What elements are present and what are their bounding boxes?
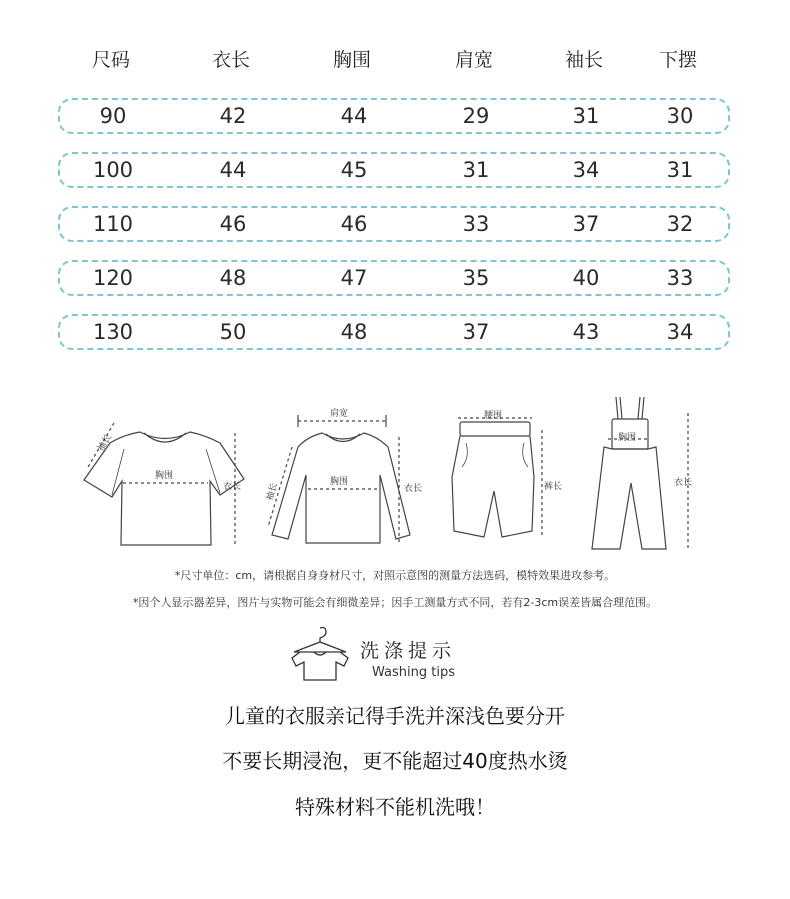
cell-chest: 48 <box>340 320 368 344</box>
cell-chest: 46 <box>340 212 368 236</box>
care-line-1: 儿童的衣服亲记得手洗并深浅色要分开 <box>225 704 565 728</box>
cell-size: 100 <box>92 158 134 182</box>
table-row <box>58 260 730 296</box>
cell-hem: 33 <box>666 266 694 290</box>
cell-hem: 32 <box>666 212 694 236</box>
cell-size: 110 <box>92 212 134 236</box>
cell-chest: 44 <box>340 104 368 128</box>
overalls-chest-label: 胸围 <box>618 433 637 443</box>
cell-sleeve: 34 <box>572 158 600 182</box>
cell-hem: 31 <box>666 158 694 182</box>
header-length: 衣长 <box>211 49 250 71</box>
header-size: 尺码 <box>91 49 130 71</box>
tshirt-chest-label: 胸围 <box>155 471 174 481</box>
cell-length: 42 <box>219 104 247 128</box>
cell-sleeve: 43 <box>572 320 600 344</box>
cell-sleeve: 37 <box>572 212 600 236</box>
cell-hem: 30 <box>666 104 694 128</box>
table-row <box>58 152 730 188</box>
cell-sleeve: 31 <box>572 104 600 128</box>
cell-shoulder: 29 <box>462 104 490 128</box>
cell-shoulder: 33 <box>462 212 490 236</box>
cell-hem: 34 <box>666 320 694 344</box>
washing-title: 洗涤提示 <box>360 640 457 662</box>
washing-subtitle: Washing tips <box>372 665 455 680</box>
measurement-diagrams <box>0 385 790 560</box>
cell-sleeve: 40 <box>572 266 600 290</box>
overalls-diagram <box>592 397 688 549</box>
table-row <box>58 314 730 350</box>
cell-shoulder: 31 <box>462 158 490 182</box>
header-hem: 下摆 <box>658 49 697 71</box>
shorts-diagram <box>452 418 542 537</box>
overalls-length-label: 衣长 <box>674 478 693 488</box>
cell-size: 130 <box>92 320 134 344</box>
shorts-length-label: 裤长 <box>544 482 563 492</box>
measurement-error-note: *因个人显示器差异，图片与实物可能会有细微差异；因手工测量方式不同，若有2-3cm误差皆属合理范围。 <box>132 596 658 609</box>
size-table-header <box>58 44 732 76</box>
cell-length: 44 <box>219 158 247 182</box>
tshirt-length-label: 衣长 <box>223 482 242 492</box>
shorts-waist-label: 腰围 <box>484 411 503 421</box>
cell-length: 50 <box>219 320 247 344</box>
hanger-shirt-icon <box>286 624 354 684</box>
care-line-3: 特殊材料不能机洗哦！ <box>295 795 495 819</box>
cell-length: 48 <box>219 266 247 290</box>
sweater-sleeve-label: 袖长 <box>265 481 280 502</box>
cell-size: 90 <box>99 104 127 128</box>
cell-chest: 45 <box>340 158 368 182</box>
tshirt-sleeve-label: 袖长 <box>96 432 115 454</box>
header-chest: 胸围 <box>332 49 371 71</box>
sweater-length-label: 衣长 <box>404 484 423 494</box>
sweater-shoulder-label: 肩宽 <box>330 409 349 419</box>
table-row <box>58 98 730 134</box>
care-line-2: 不要长期浸泡，更不能超过40度热水烫 <box>222 749 568 773</box>
header-shoulder: 肩宽 <box>454 49 493 71</box>
size-unit-note: *尺寸单位：cm，请根据自身身材尺寸，对照示意图的测量方法选码，模特效果进攻参考。 <box>174 569 616 582</box>
cell-length: 46 <box>219 212 247 236</box>
cell-shoulder: 37 <box>462 320 490 344</box>
cell-size: 120 <box>92 266 134 290</box>
table-row <box>58 206 730 242</box>
cell-shoulder: 35 <box>462 266 490 290</box>
header-sleeve: 袖长 <box>564 49 603 71</box>
sweater-chest-label: 胸围 <box>330 477 349 487</box>
cell-chest: 47 <box>340 266 368 290</box>
